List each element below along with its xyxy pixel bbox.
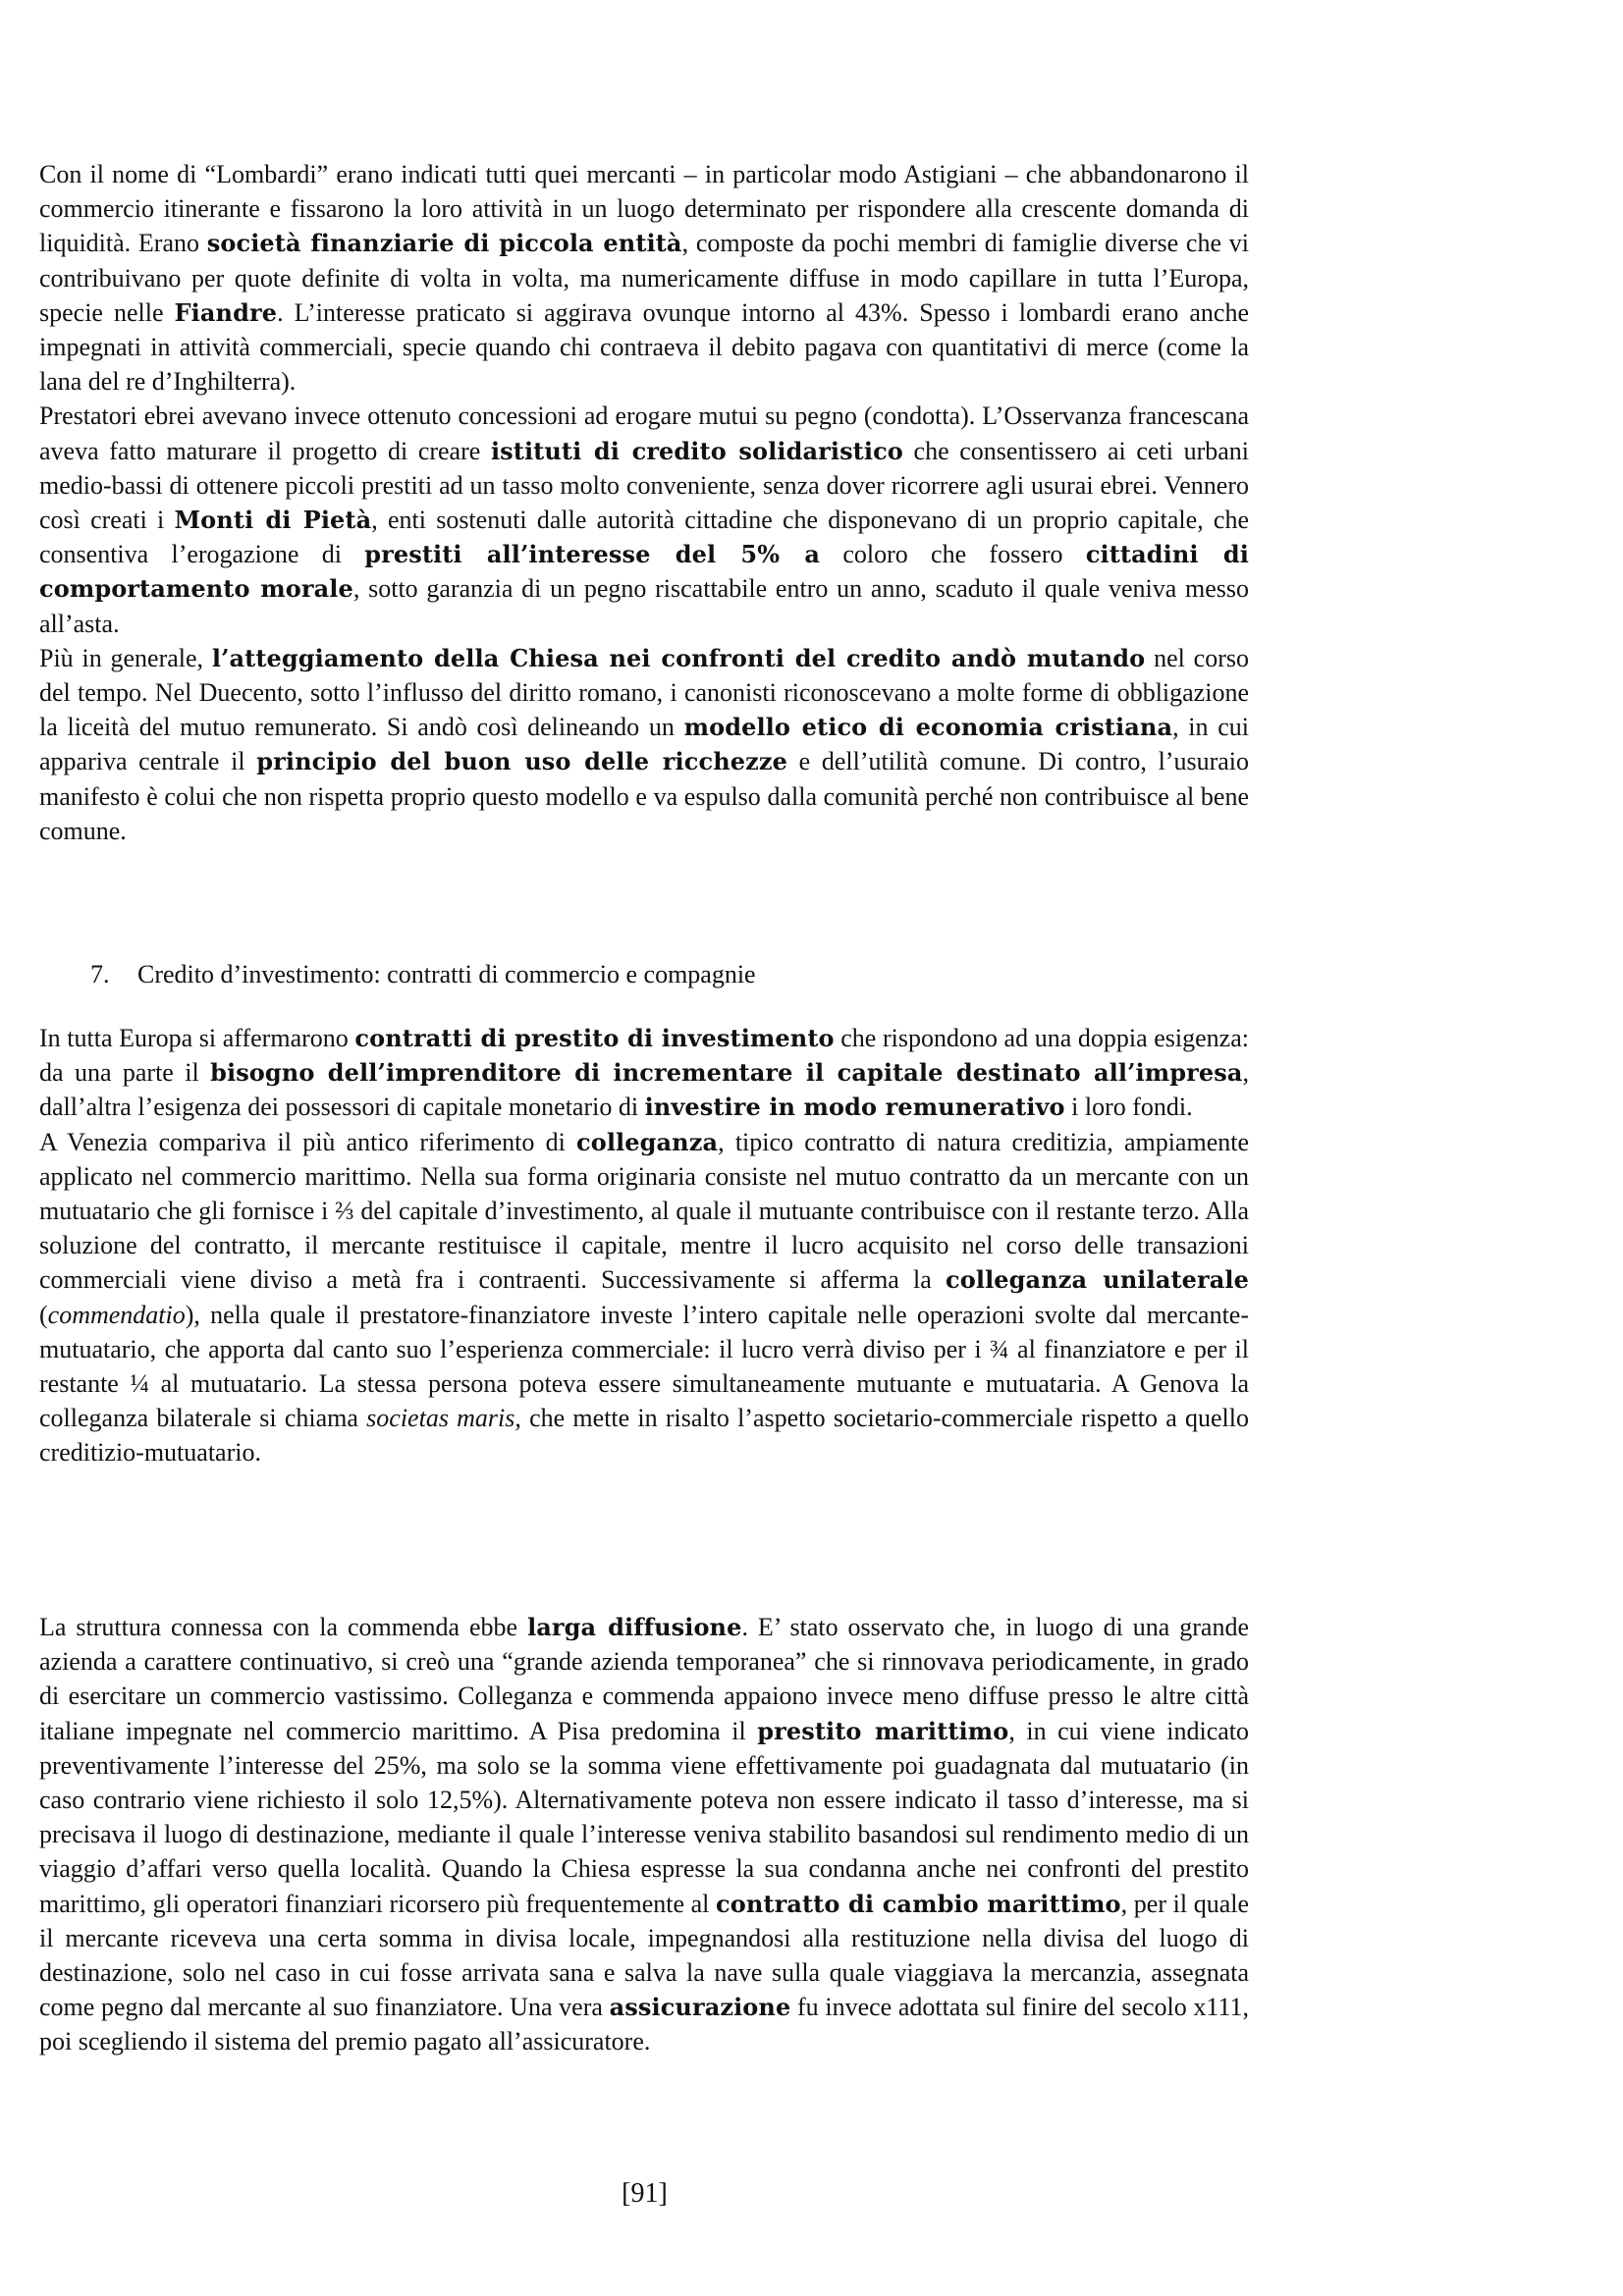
text-run: nel corso del tempo. Nel Duecento, sotto l’influsso del diritto romano, i canonisti riconoscevano a molte forme di obbligazione la liceità del mutuo remunerato. Si andò così delineando un	[39, 643, 1249, 742]
bold-phrase: modello etico di economia cristiana	[683, 713, 1173, 742]
text-run: fu invece adottata sul finire del secolo x111, poi scegliendo il sistema del premio pagato all’assicuratore.	[39, 1993, 1249, 2056]
text-block-commenda	[39, 1610, 1249, 2059]
text-run: , per il quale il mercante riceveva una certa somma in divisa locale, impegnandosi alla restituzione nella divisa del luogo di destinazione, solo nel caso in cui fosse arrivata sana e salva la nave sulla quale viaggiava la mercanzia, assegnata come pegno dal mercante al suo finanziatore. Una vera	[39, 1889, 1249, 2022]
bold-phrase: prestiti all’interesse del 5% a	[364, 540, 821, 569]
text-run: , enti sostenuti dalle autorità cittadine che disponevano di un proprio capitale, che consentiva l’erogazione di	[39, 506, 1249, 569]
bold-phrase: prestito marittimo	[757, 1716, 1009, 1745]
bold-phrase: cittadini di comportamento morale	[39, 540, 1249, 604]
bold-phrase: l’atteggiamento della Chiesa nei confronti del credito andò mutando	[211, 643, 1146, 672]
text-run: , tipico contratto di natura creditizia, ampiamente applicato nel commercio marittimo. Nella sua forma originaria consiste nel mutuo contratto da un mercante con un mutuatario che gli fornisce i ⅔ del capitale d’investimento, al quale il mutuante contribuisce con il restante terzo. Alla soluzione del contratto, il mercante restituisce il capitale, mentre il lucro acquisito nel corso delle transazioni commerciali viene diviso a metà fra i contraenti. Successivamente si afferma la	[39, 1127, 1250, 1295]
bold-phrase: colleganza unilaterale	[946, 1265, 1250, 1295]
bold-phrase: Monti di Pietà	[174, 506, 372, 535]
text-run: Prestatori ebrei avevano invece ottenuto concessioni ad erogare mutui su pegno (condotta). L’Osservanza francescana aveva fatto maturare il progetto di creare	[39, 401, 1249, 465]
paragraph	[39, 1125, 1249, 1470]
text-run: che consentissero ai ceti urbani medio-bassi di ottenere piccoli prestiti ad un tasso molto conveniente, senza dover ricorrere agli usurai ebrei. Vennero così creati i	[39, 436, 1249, 535]
text-run: (	[39, 1300, 48, 1329]
bold-phrase: assicurazione	[609, 1993, 791, 2022]
bold-phrase: bisogno dell’imprenditore di incrementare il capitale destinato all’impresa	[210, 1058, 1243, 1088]
text-run: , che mette in risalto l’aspetto societario-commerciale rispetto a quello creditizio-mutuatario.	[39, 1404, 1249, 1468]
text-block-lombardi-monti	[39, 157, 1249, 848]
bold-phrase: Fiandre	[174, 297, 278, 327]
paragraph	[39, 157, 1249, 399]
paragraph	[39, 1021, 1249, 1125]
paragraph	[39, 399, 1249, 640]
text-run: che rispondono ad una doppia esigenza: da una parte il	[39, 1024, 1249, 1088]
text-run: In tutta Europa si affermarono	[39, 1024, 355, 1052]
text-run: , composte da pochi membri di famiglie diverse che vi contribuivano per quote definite di volta in volta, ma numericamente diffuse in modo capillare in tutta l’Europa, specie nelle	[39, 229, 1249, 327]
text-run: . L’interesse praticato si aggirava ovunque intorno al 43%. Spesso i lombardi erano anche impegnati in attività commerciali, specie quando chi contraeva il debito pagava con quantitativi di merce (come la lana del re d’Inghilterra).	[39, 297, 1249, 397]
bold-phrase: contratto di cambio marittimo	[716, 1889, 1121, 1918]
text-block-colleganza	[39, 1021, 1249, 1470]
text-run: , in cui appariva centrale il	[39, 713, 1249, 776]
section-heading	[90, 957, 1249, 991]
bold-phrase: società finanziarie di piccola entità	[206, 229, 682, 258]
text-run: A Venezia compariva il più antico riferimento di	[39, 1127, 577, 1156]
section-number: 7.	[90, 960, 110, 988]
text-run: La struttura connessa con la commenda ebbe	[39, 1613, 528, 1641]
italic-phrase: societas maris	[366, 1404, 515, 1433]
bold-phrase: contratti di prestito di investimento	[354, 1024, 835, 1052]
text-run: coloro che fossero	[820, 540, 1086, 569]
text-run: , dall’altra l’esigenza dei possessori di capitale monetario di	[39, 1058, 1249, 1122]
text-run: e dell’utilità comune. Di contro, l’usuraio manifesto è colui che non rispetta proprio questo modello e va espulso dalla comunità perché non contribuisce al bene comune.	[39, 747, 1249, 845]
bold-phrase: larga diffusione	[527, 1613, 742, 1641]
text-run: i loro fondi.	[1064, 1093, 1193, 1122]
paragraph	[39, 1610, 1249, 2059]
text-run: ), nella quale il prestatore-finanziatore investe l’intero capitale nelle operazioni svolte dal mercante-mutuatario, che apporta dal canto suo l’esperienza commerciale: il lucro verrà diviso per i ¾ al finanziatore e per il restante ¼ al mutuatario. La stessa persona poteva essere simultaneamente mutuante e mutuataria. A Genova la colleganza bilaterale si chiama	[39, 1300, 1249, 1433]
text-run: Più in generale,	[39, 643, 212, 672]
page-number: [91]	[622, 2178, 668, 2209]
bold-phrase: principio del buon uso delle ricchezze	[256, 747, 787, 776]
bold-phrase: colleganza	[576, 1127, 719, 1156]
text-run: , sotto garanzia di un pegno riscattabile entro un anno, scaduto il quale veniva messo all’asta.	[39, 574, 1249, 638]
bold-phrase: investire in modo remunerativo	[644, 1093, 1065, 1122]
bold-phrase: istituti di credito solidaristico	[490, 436, 903, 465]
section-title: Credito d’investimento: contratti di commercio e compagnie	[137, 960, 756, 988]
text-run: Con il nome di “Lombardi” erano indicati tutti quei mercanti – in particolar modo Astigiani – che abbandonarono il commercio itinerante e fissarono la loro attività in un luogo determinato per rispondere alla crescente domanda di liquidità. Erano	[39, 160, 1249, 258]
text-run: , in cui viene indicato preventivamente l’interesse del 25%, ma solo se la somma viene effettivamente poi guadagnata dal mutuatario (in caso contrario viene richiesto il solo 12,5%). Alternativamente poteva non essere indicato il tasso d’interesse, ma si precisava il luogo di destinazione, mediante il quale l’interesse veniva stabilito basandosi sul rendimento medio di un viaggio d’affari verso quella località. Quando la Chiesa espresse la sua condanna anche nei confronti del prestito marittimo, gli operatori finanziari ricorsero più frequentemente al	[39, 1716, 1249, 1918]
text-run: . E’ stato osservato che, in luogo di una grande azienda a carattere continuativo, si creò una “grande azienda temporanea” che si rinnovava periodicamente, in grado di esercitare un commercio vastissimo. Colleganza e commenda appaiono invece meno diffuse presso le altre città italiane impegnate nel commercio marittimo. A Pisa predomina il	[39, 1613, 1249, 1745]
paragraph	[39, 641, 1249, 848]
italic-phrase: commendatio	[47, 1300, 186, 1329]
